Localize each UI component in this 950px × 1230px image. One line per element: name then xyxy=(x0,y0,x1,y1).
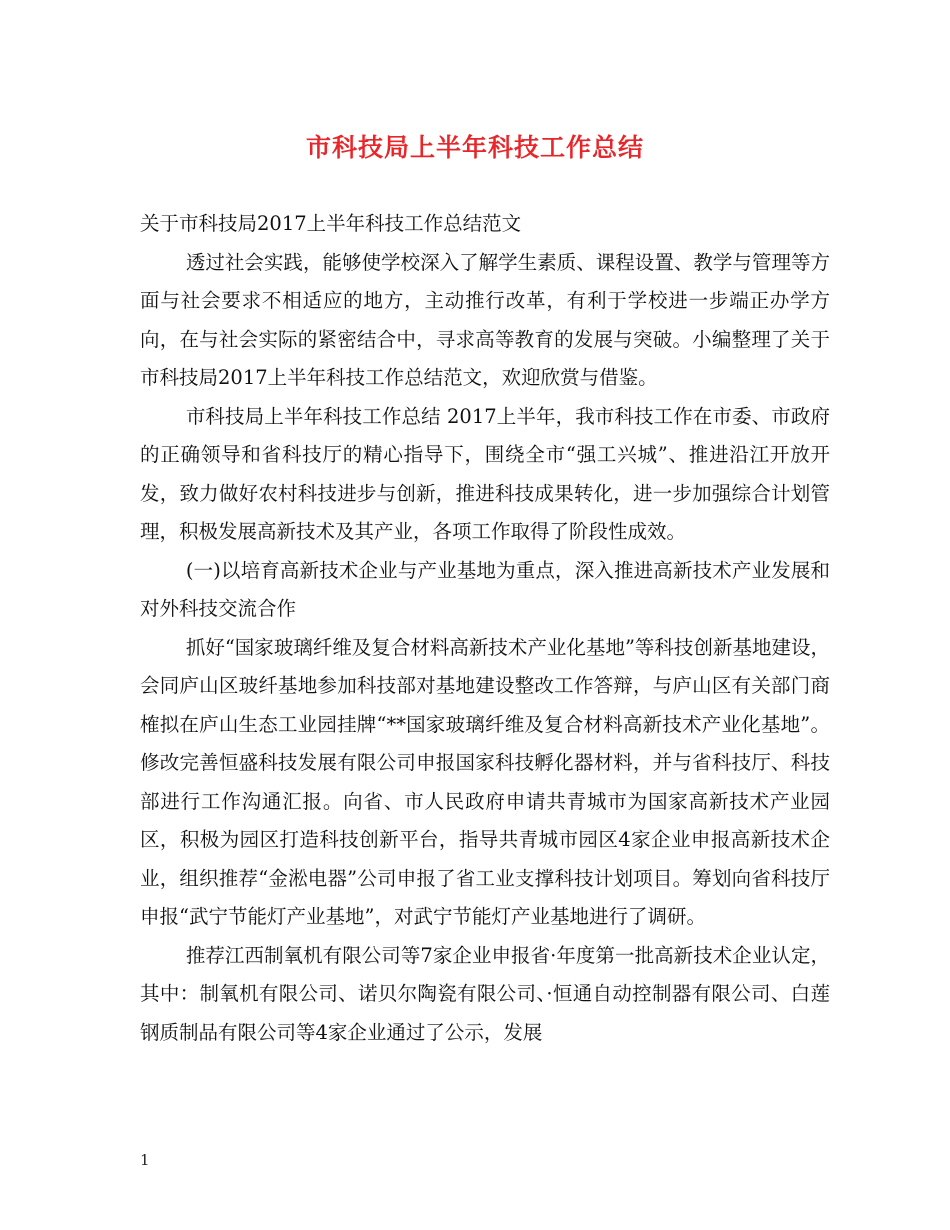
paragraph: 推荐江西制氧机有限公司等7家企业申报省·年度第一批高新技术企业认定，其中：制氧机有限公司、诺贝尔陶瓷有限公司、·恒通自动控制器有限公司、白莲钢质制品有限公司等4家企业通过了公示，发展 xyxy=(140,943,830,1044)
paragraph: 透过社会实践，能够使学校深入了解学生素质、课程设置、教学与管理等方面与社会要求不相适应的地方，主动推行改革，有利于学校进一步端正办学方向，在与社会实际的紧密结合中，寻求高等教育的发展与突破。小编整理了关于市科技局2017上半年科技工作总结范文，欢迎欣赏与借鉴。 xyxy=(140,250,830,389)
paragraph: 市科技局上半年科技工作总结 2017上半年，我市科技工作在市委、市政府的正确领导和省科技厅的精心指导下，围绕全市“强工兴城”、推进沿江开放开发，致力做好农村科技进步与创新，推进科技成果转化，进一步加强综合计划管理，积极发展高新技术及其产业，各项工作取得了阶段性成效。 xyxy=(140,404,830,543)
paragraph: 抓好“国家玻璃纤维及复合材料高新技术产业化基地”等科技创新基地建设，会同庐山区玻纤基地参加科技部对基地建设整改工作答辩，与庐山区有关部门商榷拟在庐山生态工业园挂牌“**国家玻璃纤维及复合材料高新技术产业化基地”。修改完善恒盛科技发展有限公司申报国家科技孵化器材料，并与省科技厅、科技部进行工作沟通汇报。向省、市人民政府申请共青城市为国家高新技术产业园区，积极为园区打造科技创新平台，指导共青城市园区4家企业申报高新技术企业，组织推荐“金淞电器”公司申报了省工业支撑科技计划项目。筹划向省科技厅申报“武宁节能灯产业基地”，对武宁节能灯产业基地进行了调研。 xyxy=(140,635,830,928)
document-subtitle: 关于市科技局2017上半年科技工作总结范文 xyxy=(140,212,522,235)
page-number: 1 xyxy=(140,1151,150,1169)
section-heading: (一)以培育高新技术企业与产业基地为重点，深入推进高新技术产业发展和对外科技交流合作 xyxy=(140,558,830,620)
document-body xyxy=(140,205,830,1052)
document-title: 市科技局上半年科技工作总结 xyxy=(305,133,644,162)
